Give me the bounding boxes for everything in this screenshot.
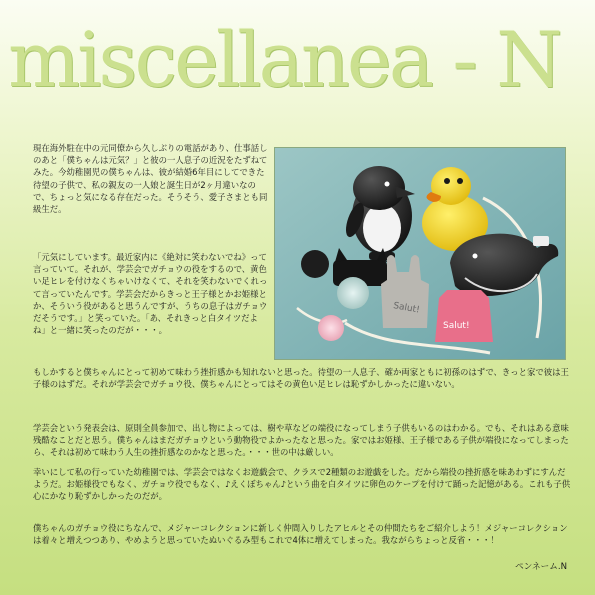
pink-felt-tag xyxy=(435,290,493,342)
page-title: miscellanea - N xyxy=(8,15,560,104)
article-paragraph-2: 「元気にしています。最近家内に《絶対に笑わないでね》って言っていて。それが、学芸会でガチョウの役をするので、黄色い足ヒレを付けなくちゃいけなくて、それを笑わないでくれって言っていたんです。学芸会だからきっと王子様とかお姫様とか、そういう役があると思うんですが、うちの息子はガチョウだそうです。」と笑っていた。「あ、それきっと白タイツだよね」と一緒に笑ったのだが・・・。 xyxy=(33,252,268,336)
article-paragraph-5: 幸いにして私の行っていた幼稚園では、学芸会ではなくお遊戯会で、クラスで2種類のお遊戯をした。だから端役の挫折感を味あわずにすんだようだ。お姫様役でもなく、ガチョウ役でもなく、♪えくぼちゃん♪という曲を白タイツに卵色のケープを付けて踊った記憶がある。これも子供心にかなり恥ずかしかったのだが。 xyxy=(33,467,571,502)
article-paragraph-1: 現在海外駐在中の元同僚から久しぶりの電話があり、仕事話しのあと「僕ちゃんは元気？」と彼の一人息子の近況をたずねてみた。今幼稚園児の僕ちゃんは、彼が結婚6年目にしてできた待望の子供で、私の親友の一人娘と誕生日が2ヶ月違いなので、ちょっと気になる存在だった。そうそう、愛子さまとも同級生だ。 xyxy=(33,143,268,215)
article-paragraph-4: 学芸会という発表会は、原則全員参加で、出し物によっては、樹や草などの端役になってしまう子供もいるのはわかる。でも、それはある意味残酷なことだと思う。僕ちゃんはまだガチョウという動物役でよかったなと思った。家ではお姫様、王子様である子供が端役になってしまったら、それは初めて味わう人生の挫折感なのかなと思った。・・・世の中は厳しい。 xyxy=(33,423,569,458)
author-signature: ペンネーム.N xyxy=(515,562,567,572)
svg-text:Salut!: Salut! xyxy=(443,321,470,331)
article-paragraph-6: 僕ちゃんのガチョウ役にちなんで、メジャーコレクションに新しく仲間入りしたアヒルとその仲間たちをご紹介しよう！メジャーコレクションは着々と増えつつあり、やめようと思っていたぬいぐるみ型もこれで4体に増えてしまった。我ながらちょっと反省・・・！ xyxy=(33,523,568,546)
svg-text:Salut!: Salut! xyxy=(392,301,421,316)
article-paragraph-3: もしかすると僕ちゃんにとって初めて味わう挫折感かも知れないと思った。待望の一人息子、確か両家ともに初孫のはずで、きっと家で彼は王子様のはずだ。それが学芸会でガチョウ役、僕ちゃんにとってはその黄色い足ヒレは恥ずかしかったに違いない。 xyxy=(33,367,569,390)
measuring-tape-collection-photo xyxy=(274,147,566,360)
